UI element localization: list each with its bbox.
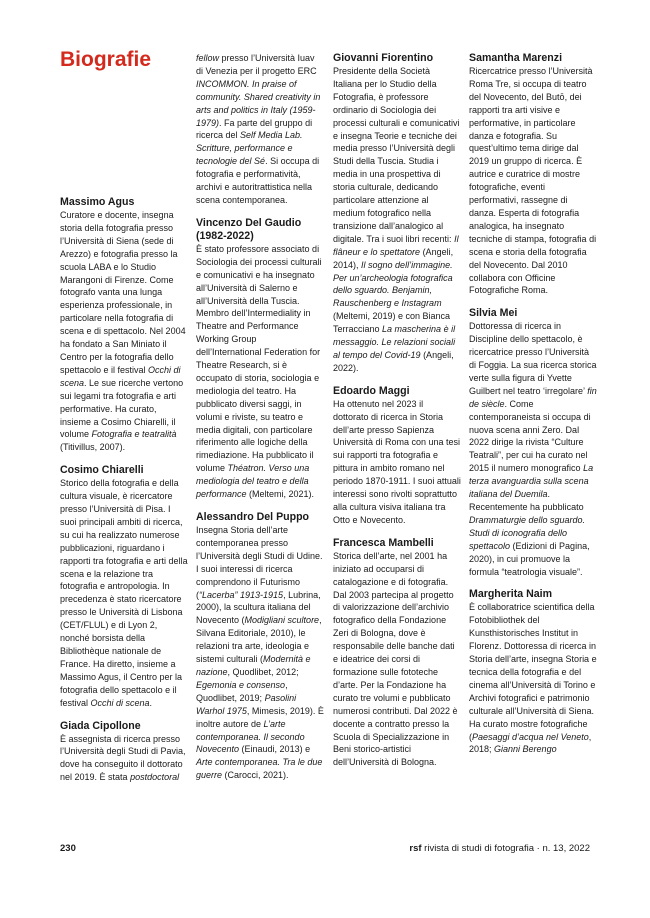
column-3 [333,52,461,779]
journal-abbr: rsf [409,843,422,854]
bio-entry [196,52,324,207]
author-name: Alessandro Del Puppo [196,511,310,523]
page-number: 230 [60,843,76,854]
bio-entry [60,720,188,785]
author-bio: Dottoressa di ricerca in Discipline dello spettacolo, è ricercatrice presso l’Università di Foggia. La sua ricerca storica verte sulla figura di Yvette Guilbert nel teatro ‘irregolare’ fin de siècle. Come contemporaneista si occupa di nuova scena anni Zero. Dal 2022 dirige la rivista “Culture Teatrali”, per cui ha curato nel 2015 il numero monografico La terza avanguardia sulla scena italiana del Duemila. Recentemente ha pubblicato Drammaturgie dello sguardo. Studi di iconografia dello spettacolo (Edizioni di Pagina, 2020), in cui promuove la formula “teatrologia visuale”. [469,321,597,577]
bio-entry [196,511,324,782]
author-bio: Storico della fotografia e della cultura visuale, è ricercatore presso l’Università di Pisa. I suoi principali ambiti di ricerca, su cui ha realizzato numerose pubblicazioni, riguardano i rapporti tra fotografia e arti della scena e la relazione tra fotografia e antropologia. In precedenza è stato ricercatore presso le Università di Lisbona (CET/FLUL) e di Lyon 2, nonché borsista della Bibliothèque nationale de France. Ha diretto, insieme a Massimo Agus, il Centro per la fotografia dello spettacolo e il festival Occhi di scena. [60,478,188,708]
author-name: Cosimo Chiarelli [60,464,144,477]
author-bio: È stato professore associato di Sociologia dei processi culturali e comunicativi e ha insegnato all’Università di Salerno e all’Università della Tuscia. Membro dell’Intermediality in Theatre and Performance Working Group dell’International Federation for Theatre Research, si è occupato di storia, sociologia e mediologia del teatro. Ha pubblicato diversi saggi, in volumi e riviste, su teatro e media digitali, con particolare riferimento alle logiche della rimediazione. Ha pubblicato il volume Théatron. Verso una mediologia del teatro e della performance (Meltemi, 2021). [196,243,322,500]
page-footer [60,843,590,854]
author-bio: È assegnista di ricerca presso l’Università degli Studi di Pavia, dove ha conseguito il dottorato nel 2019. È stata postdoctoral [60,733,186,783]
page-title: Biografie [60,48,152,71]
bio-entry [333,52,461,375]
bio-entry [469,588,597,756]
author-name: Edoardo Maggi [333,384,410,397]
author-name: Margherita Naim [469,588,553,601]
bio-entry [333,385,461,527]
author-name: Giovanni Fiorentino [333,52,434,64]
bio-entry [196,217,324,501]
author-years: (1982-2022) [196,229,254,242]
bio-entry [60,196,188,454]
author-bio: fellow presso l’Università Iuav di Venezia per il progetto ERC INCOMMON. In praise of community. Shared creativity in arts and politics in Italy (1959-1979). Fa parte del gruppo di ricerca del Self Media Lab. Scritture, performance e tecnologie del Sé. Si occupa di fotografia e performatività, archivi e autoritrattistica nella scena contemporanea. [196,53,321,205]
author-bio: Storica dell’arte, nel 2001 ha iniziato ad occuparsi di catalogazione e di fotografia. Dal 2003 partecipa al progetto di valorizzazione dell’archivio fotografico della Fondazione Zeri di Bologna, dove è responsabile delle banche dati e ideatrice dei corsi di formazione sulle fototeche d’arte. Per la Fondazione ha curato tre volumi e pubblicato numerosi contributi. Dal 2022 è docente a contratto presso la Scuola di Specializzazione in Beni storico-artistici dell’Università di Bologna. [333,550,458,768]
author-name: Samantha Marenzi [469,52,563,64]
bio-entry [333,537,461,769]
author-name: Vincenzo Del Gaudio [196,216,302,229]
journal-full: rivista di studi di fotografia · n. 13, 2022 [421,843,590,854]
author-bio: Presidente della Società Italiana per lo Studio della Fotografia, è professore ordinario di Sociologia dei processi culturali e comunicativi e insegna Teorie e tecniche dei media presso l’Università degli Studi della Tuscia. Studia i media in una prospettiva di storia culturale, dedicando particolare attenzione al medium fotografico nella transizione dall’analogico al digitale. Tra i suoi libri recenti: Il flâneur e lo spettatore (Angeli, 2014), Il sogno dell’immagine. Per un’archeologia fotografica dello sguardo. Benjamin, Rauschenberg e Instagram (Meltemi, 2019) e con Bianca Terracciano La mascherina è il messaggio. Le relazioni sociali al tempo del Covid-19 (Angeli, 2022). [333,66,460,373]
author-bio: Insegna Storia dell’arte contemporanea presso l’Università degli Studi di Udine. I suoi interessi di ricerca comprendono il Futurismo (“Lacerba” 1913-1915, Lubrina, 2000), la scultura italiana del Novecento (Modigliani scultore, Silvana Editoriale, 2010), le relazioni tra arte, ideologia e sistemi culturali (Modernità e nazione, Quodlibet, 2012; Egemonia e consenso, Quodlibet, 2019; Pasolini Warhol 1975, Mimesis, 2019). È inoltre autore de L’arte contemporanea. Il secondo Novecento (Einaudi, 2013) e Arte contemporanea. Tra le due guerre (Carocci, 2021). [196,525,324,781]
bio-entry [469,52,597,297]
author-name: Silvia Mei [469,307,518,320]
column-4 [469,52,597,766]
author-name: Giada Cipollone [60,719,141,732]
column-1 [60,196,188,794]
bio-entry [60,464,188,709]
author-bio: Ha ottenuto nel 2023 il dottorato di ricerca in Storia dell’arte presso Sapienza Università di Roma con una tesi sui rapporti tra fotografia e pittura in ambito romano nel periodo 1870-1911. I suoi attuali interessi sono rivolti soprattutto alla cultura visiva italiana tra Otto e Novecento. [333,398,461,525]
bio-entry [469,307,597,578]
author-bio: Curatore e docente, insegna storia della fotografia presso l’Università di Siena (sede di Arezzo) e fotografia presso la scuola LABA e lo Studio Marangoni di Firenze. Come fotografo vanta una lunga esperienza professionale, in particolare nella fotografia di scena e di spettacolo. Nel 2004 ha fondato a San Miniato il Centro per la fotografia dello spettacolo e il festival Occhi di scena. Le sue ricerche vertono sui legami tra fotografia e arti performative. Ha curato, insieme a Cosimo Chiarelli, il volume Fotografia e teatralità (Titivillus, 2007). [60,210,186,453]
author-name: Massimo Agus [60,196,135,208]
journal-title [409,843,590,854]
author-bio: È collaboratrice scientifica della Fotobibliothek del Kunsthistorisches Institut in Florenz. Dottoressa di ricerca in Storia dell’arte, insegna Storia e tecnica della fotografia e del cinema all’Università di Torino e Archivi fotografici e patrimonio culturale all’Università di Siena. Ha curato mostre fotografiche (Paesaggi d’acqua nel Veneto, 2018; Gianni Berengo [469,602,597,755]
author-bio: Ricercatrice presso l’Università Roma Tre, si occupa di teatro del Novecento, del Butō, dei rapporti tra arti visive e performative, in particolare danza e fotografia. Su quest’ultimo tema dirige dal 2019 un gruppo di ricerca. È autrice e curatrice di mostre fotografiche, eventi performativi, rassegne di danza. Esperta di fotografia analogica, ha insegnato tecniche di stampa, fotografia di scena e storia della fotografia del Novecento. Dal 2010 collabora con Officine Fotografiche Roma. [469,66,597,296]
column-2 [196,52,324,792]
author-name: Francesca Mambelli [333,536,434,549]
